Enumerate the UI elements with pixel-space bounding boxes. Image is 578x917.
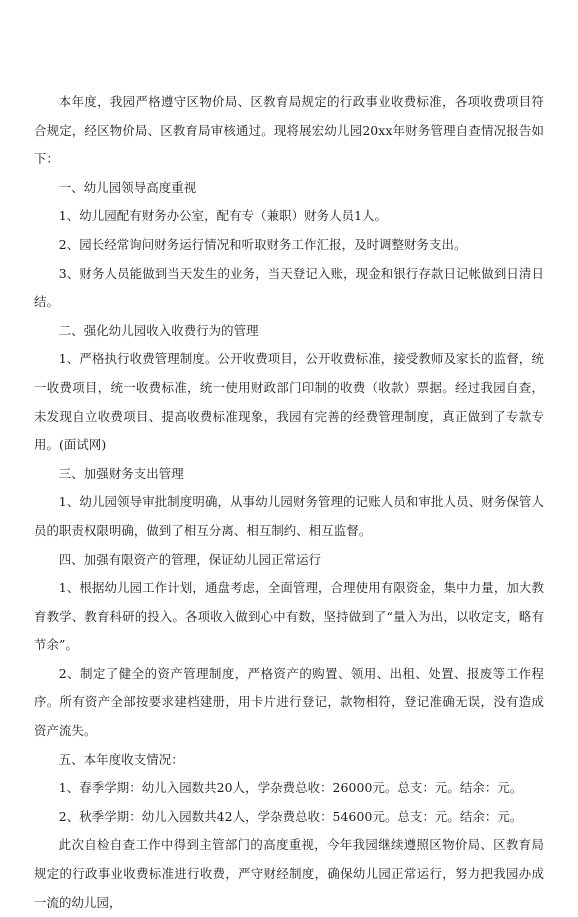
paragraph-4-1: 1、根据幼儿园工作计划，通盘考虑，全面管理，合理使用有限资金，集中力量，加大教育教学、教育科研的投入。各项收入做到心中有数，坚持做到了“量入为出，以收定支，略有节余”。 [34,580,544,653]
intro-paragraph: 本年度，我园严格遵守区物价局、区教育局规定的行政事业收费标准，各项收费项目符合规定，经区物价局、区教育局审核通过。现将展宏幼儿园20xx年财务管理自查情况报告如下： [34,94,544,167]
section-heading-2: 二、强化幼儿园收入收费行为的管理 [58,322,259,338]
closing-paragraph: 此次自检自查工作中得到主管部门的高度重视，今年我园继续遵照区物价局、区教育局规定的行政事业收费标准进行收费，严守财经制度，确保幼儿园正常运行，努力把我园办成一流的幼儿园， [34,837,544,910]
section-heading-5: 五、本年度收支情况： [58,751,184,767]
section-heading-4: 四、加强有限资产的管理，保证幼儿园正常运行 [58,551,322,567]
paragraph-1-1: 1、幼儿园配有财务办公室，配有专（兼职）财务人员1人。 [58,208,388,224]
paragraph-1-2: 2、园长经常询问财务运行情况和听取财务工作汇报，及时调整财务支出。 [58,236,467,252]
paragraph-2-1: 1、严格执行收费管理制度。公开收费项目，公开收费标准，接受教师及家长的监督，统一收费项目，统一收费标准，统一使用财政部门印制的收费（收款）票据。经过我园自查，未发现自立收费项目、提高收费标准现象，我园有完善的经费管理制度，真正做到了专款专用。(面试网) [34,351,544,453]
section-heading-3: 三、加强财务支出管理 [58,465,184,481]
paragraph-4-2: 2、制定了健全的资产管理制度，严格资产的购置、领用、出租、处置、报废等工作程序。所有资产全部按要求建档建册，用卡片进行登记，款物相符，登记准确无误，没有造成资产流失。 [34,665,544,739]
paragraph-1-3: 3、财务人员能做到当天发生的业务，当天登记入账，现金和银行存款日记帐做到日清日结。 [34,265,544,310]
section-heading-1: 一、幼儿园领导高度重视 [58,179,197,195]
paragraph-5-2: 2、秋季学期：幼儿入园数共42人，学杂费总收：54600元。总支：元。结余：元。 [58,808,523,824]
paragraph-3-1: 1、幼儿园领导审批制度明确，从事幼儿园财务管理的记账人员和审批人员、财务保管人员的职责权限明确，做到了相互分离、相互制约、相互监督。 [34,494,544,538]
paragraph-5-1: 1、春季学期：幼儿入园数共20人，学杂费总收：26000元。总支：元。结余：元。 [58,780,523,796]
